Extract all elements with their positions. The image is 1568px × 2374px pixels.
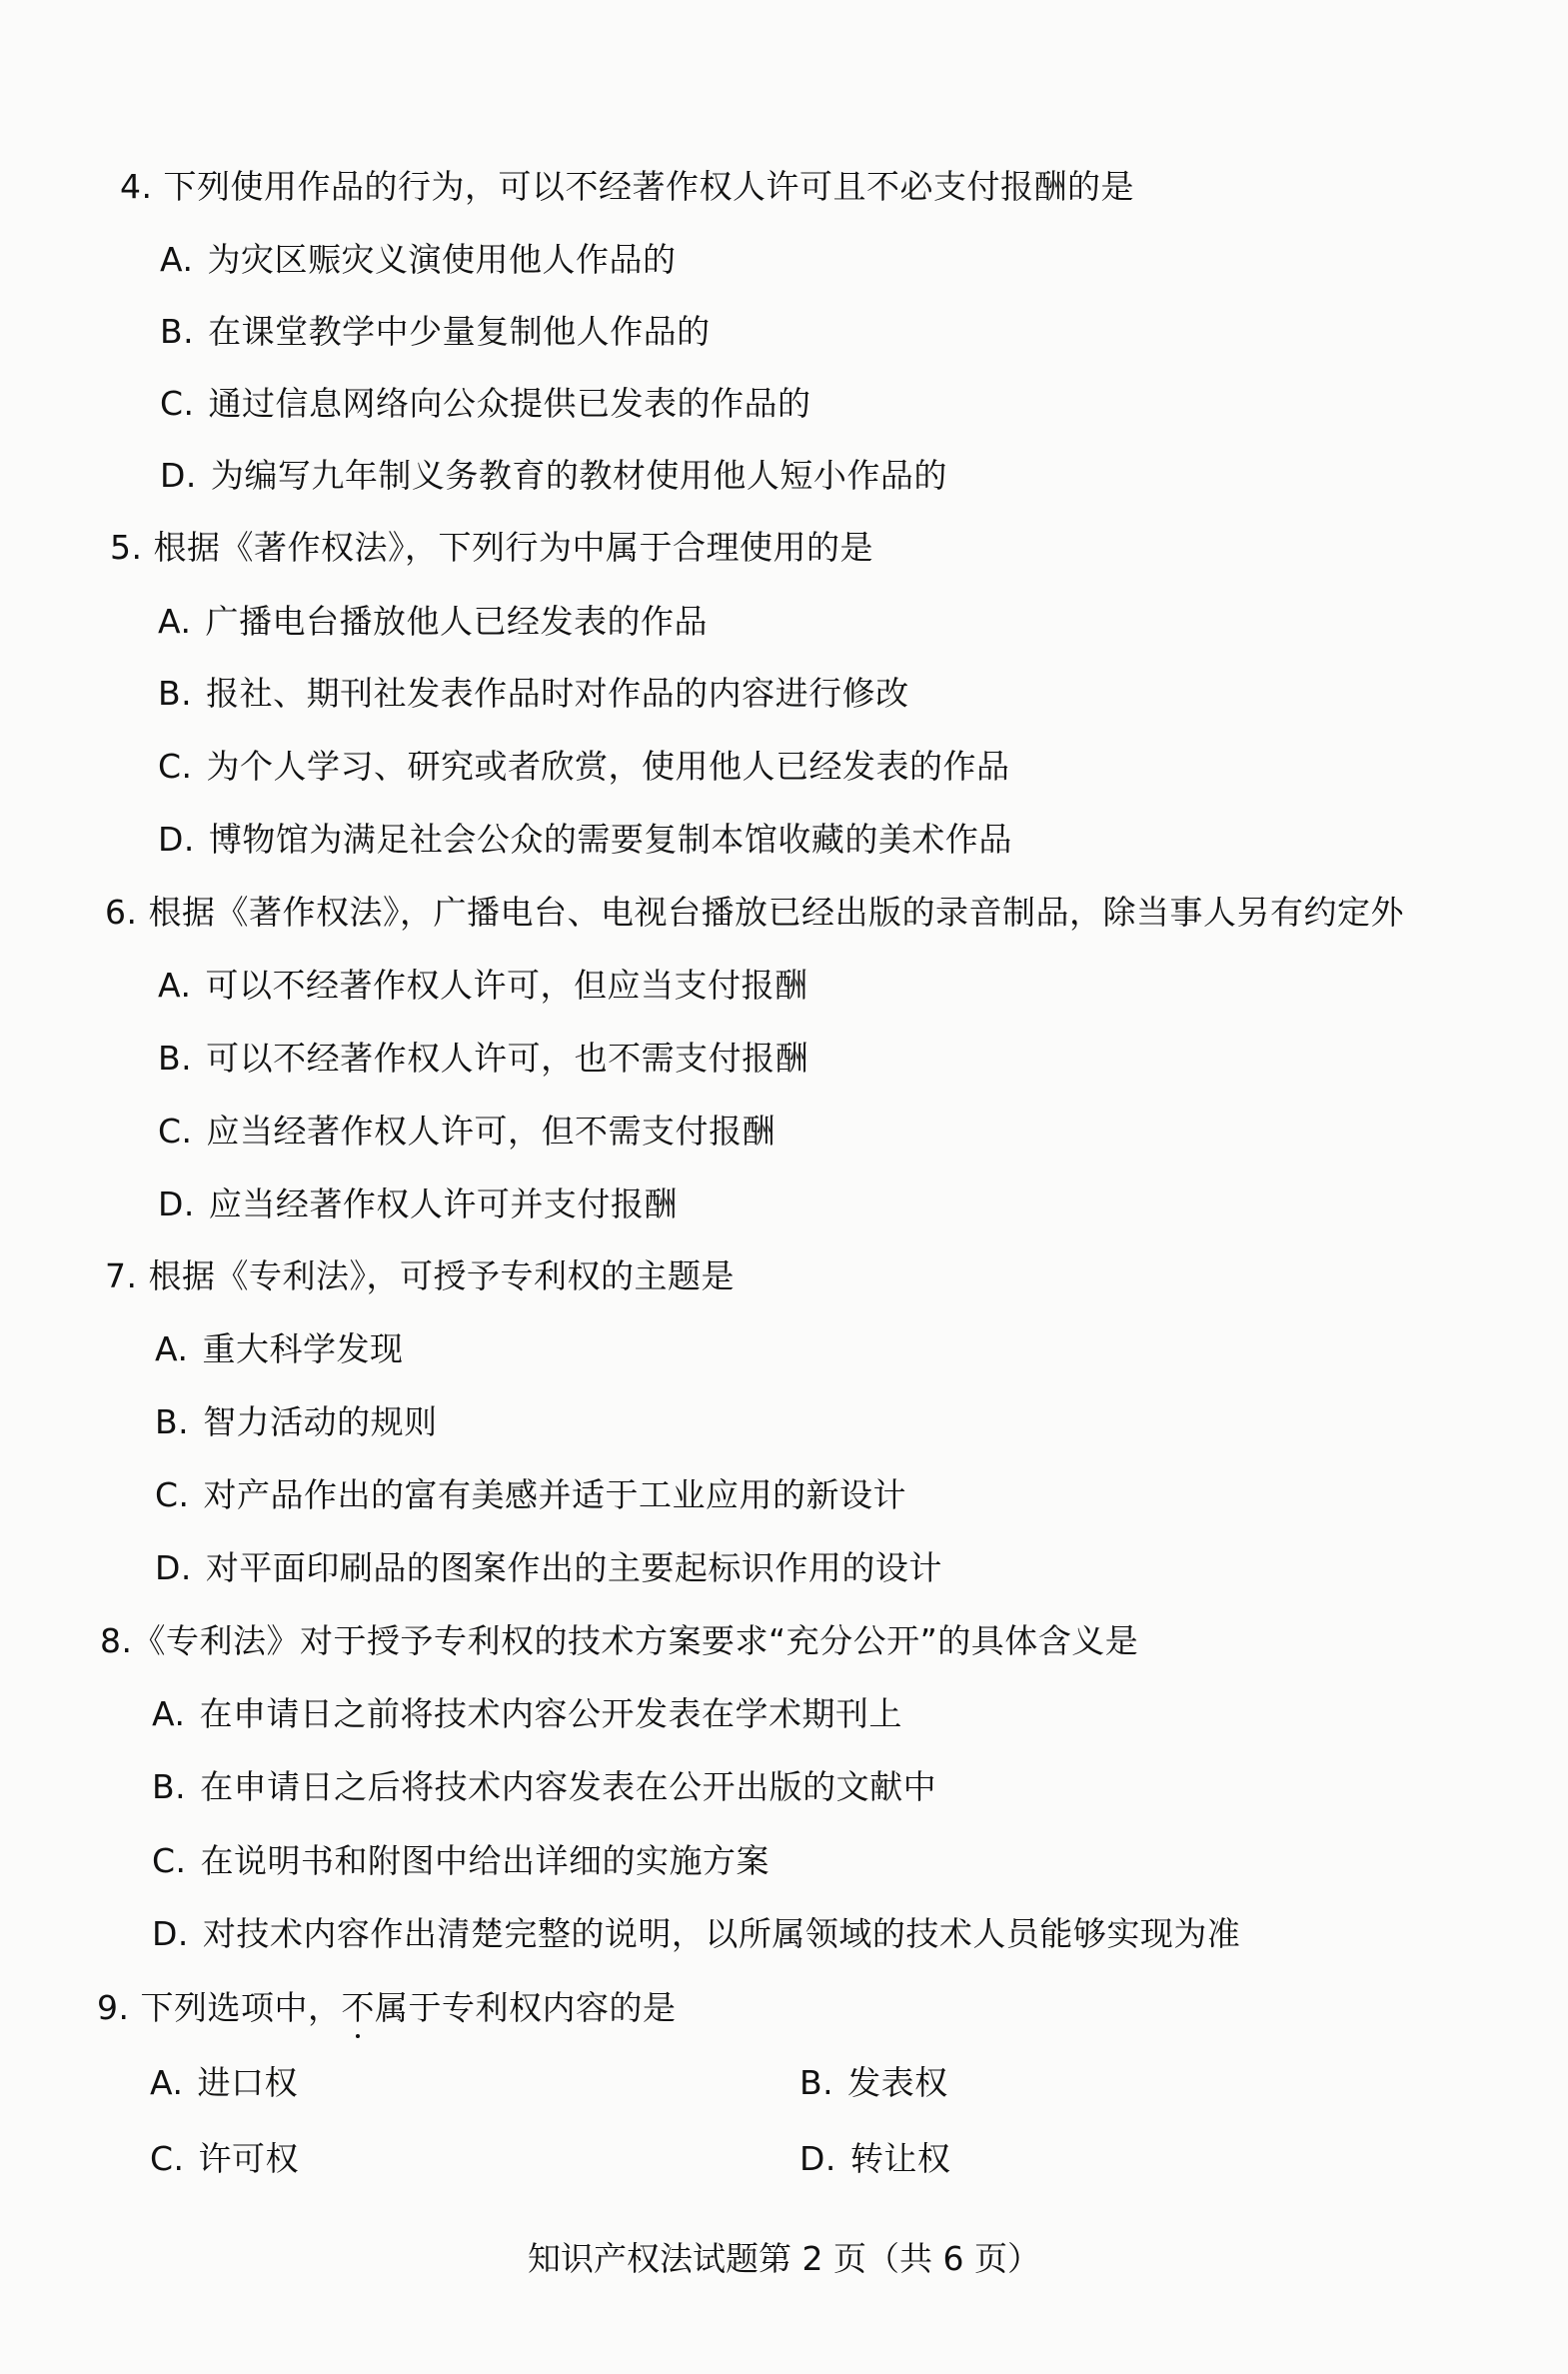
question-6-option-b	[158, 1039, 808, 1079]
option-text: 报社、期刊社发表作品时对作品的内容进行修改	[206, 674, 909, 713]
question-4-option-c	[160, 384, 811, 424]
question-text: 下列使用作品的行为，可以不经著作权人许可且不必支付报酬的是	[163, 167, 1134, 206]
question-text: 根据《著作权法》，下列行为中属于合理使用的是	[153, 528, 873, 567]
option-text: 重大科学发现	[202, 1329, 404, 1368]
question-4-option-a	[160, 240, 676, 280]
option-label: A.	[150, 2063, 184, 2102]
question-5-stem	[110, 528, 873, 568]
option-label: D.	[155, 1548, 192, 1587]
question-7-stem	[105, 1256, 735, 1296]
question-5-option-a	[158, 602, 708, 642]
question-number: 4.	[120, 167, 153, 206]
option-label: D.	[158, 1185, 195, 1223]
option-label: C.	[158, 747, 193, 786]
option-text: 在申请日之后将技术内容发表在公开出版的文献中	[200, 1767, 937, 1806]
question-4-option-d	[160, 456, 947, 496]
option-text: 在说明书和附图中给出详细的实施方案	[200, 1841, 771, 1880]
option-label: B.	[158, 1039, 193, 1078]
option-text: 广播电台播放他人已经发表的作品	[205, 602, 708, 641]
option-label: B.	[155, 1402, 190, 1441]
option-label: B.	[152, 1767, 187, 1806]
option-text: 在课堂教学中少量复制他人作品的	[208, 312, 711, 351]
option-label: C.	[155, 1475, 190, 1514]
question-5-option-c	[158, 747, 1010, 787]
option-label: B.	[158, 674, 193, 713]
option-label: B.	[799, 2063, 834, 2102]
option-label: C.	[158, 1112, 193, 1151]
question-5-option-b	[158, 674, 909, 714]
question-number: 6.	[105, 893, 138, 932]
option-label: D.	[799, 2139, 836, 2178]
question-9-option-d	[799, 2139, 950, 2179]
option-label: B.	[160, 312, 195, 351]
question-9-option-a	[150, 2063, 298, 2103]
question-6-option-c	[158, 1112, 776, 1152]
option-label: A.	[158, 602, 192, 641]
question-8-option-b	[152, 1767, 936, 1807]
option-label: D.	[152, 1914, 189, 1953]
option-label: A.	[152, 1694, 186, 1733]
question-6-option-d	[158, 1185, 678, 1224]
question-9-option-b	[799, 2063, 948, 2103]
question-7-option-c	[155, 1475, 906, 1515]
option-label: D.	[160, 456, 197, 495]
question-number: 5.	[110, 528, 143, 567]
option-label: D.	[158, 820, 195, 859]
option-text: 在申请日之前将技术内容公开发表在学术期刊上	[199, 1694, 902, 1733]
option-text: 智力活动的规则	[203, 1402, 438, 1441]
question-7-option-a	[155, 1329, 403, 1369]
question-text-before: 下列选项中，	[140, 1988, 342, 2027]
question-number: 9.	[97, 1988, 130, 2027]
question-8-option-d	[152, 1914, 1240, 1954]
question-4-stem	[120, 167, 1134, 207]
option-label: A.	[160, 240, 194, 279]
question-number: 7.	[105, 1256, 138, 1295]
question-5-option-d	[158, 820, 1012, 860]
question-number: 8.	[100, 1621, 133, 1660]
question-9-stem	[97, 1988, 677, 2028]
question-7-option-b	[155, 1402, 438, 1442]
option-text: 为个人学习、研究或者欣赏，使用他人已经发表的作品	[206, 747, 1010, 786]
option-text: 博物馆为满足社会公众的需要复制本馆收藏的美术作品	[208, 820, 1012, 859]
option-text: 许可权	[198, 2139, 300, 2178]
question-9-option-c	[150, 2139, 299, 2179]
option-text: 为灾区赈灾义演使用他人作品的	[207, 240, 677, 279]
option-label: A.	[158, 966, 192, 1005]
question-7-option-d	[155, 1548, 942, 1588]
option-text: 进口权	[197, 2063, 298, 2102]
option-text: 应当经著作权人许可并支付报酬	[208, 1185, 678, 1223]
page-footer: 知识产权法试题第 2 页（共 6 页）	[528, 2239, 1040, 2278]
option-label: C.	[160, 384, 195, 423]
option-text: 对技术内容作出清楚完整的说明，以所属领域的技术人员能够实现为准	[202, 1914, 1241, 1953]
question-text-after: 属于专利权内容的是	[375, 1988, 677, 2027]
option-text: 对平面印刷品的图案作出的主要起标识作用的设计	[205, 1548, 942, 1587]
question-8-stem	[100, 1621, 1138, 1661]
question-8-option-a	[152, 1694, 902, 1734]
question-text: 根据《专利法》，可授予专利权的主题是	[148, 1256, 735, 1295]
question-4-option-b	[160, 312, 711, 352]
emphasized-word: 不	[341, 1988, 375, 2027]
option-text: 转让权	[849, 2139, 951, 2178]
question-text: 《专利法》对于授予专利权的技术方案要求“充分公开”的具体含义是	[132, 1621, 1139, 1660]
option-text: 应当经著作权人许可，但不需支付报酬	[206, 1112, 777, 1151]
option-label: C.	[152, 1841, 187, 1880]
question-6-option-a	[158, 966, 807, 1006]
option-text: 对产品作出的富有美感并适于工业应用的新设计	[203, 1475, 907, 1514]
option-label: A.	[155, 1329, 189, 1368]
option-label: C.	[150, 2139, 185, 2178]
question-text: 根据《著作权法》，广播电台、电视台播放已经出版的录音制品，除当事人另有约定外	[148, 893, 1404, 932]
option-text: 可以不经著作权人许可，也不需支付报酬	[206, 1039, 809, 1078]
option-text: 可以不经著作权人许可，但应当支付报酬	[205, 966, 808, 1005]
option-text: 发表权	[847, 2063, 948, 2102]
question-8-option-c	[152, 1841, 770, 1881]
option-text: 通过信息网络向公众提供已发表的作品的	[208, 384, 811, 423]
question-6-stem	[105, 893, 1404, 933]
option-text: 为编写九年制义务教育的教材使用他人短小作品的	[210, 456, 947, 495]
